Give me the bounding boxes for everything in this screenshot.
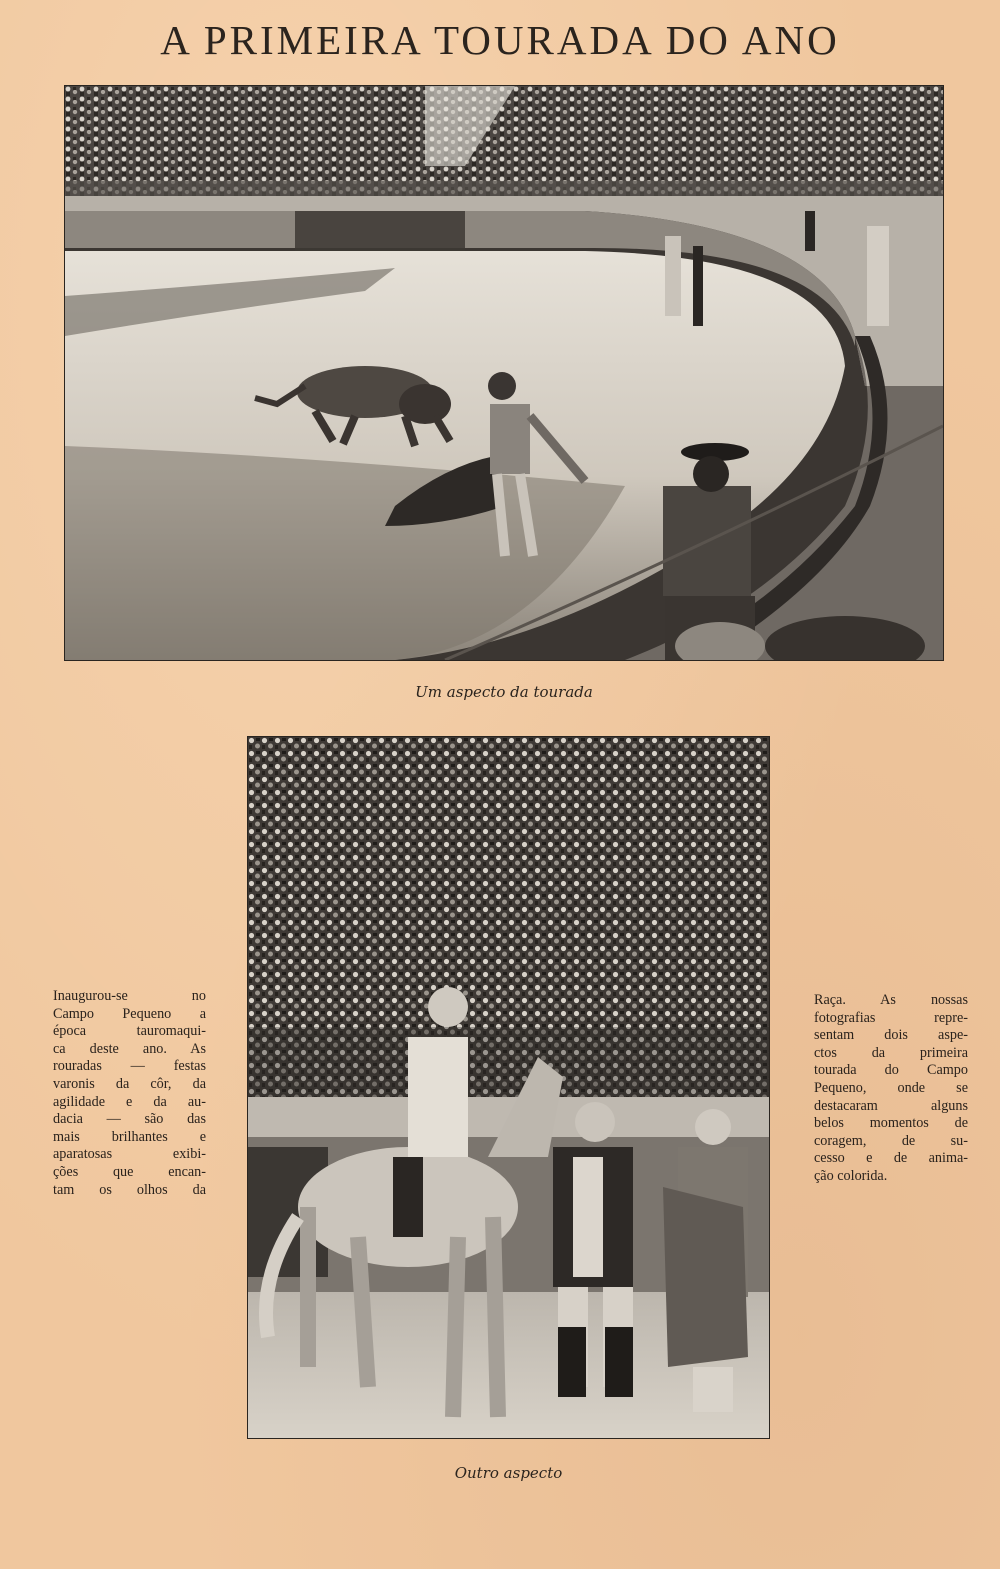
photo-caption-1: Um aspecto da tourada xyxy=(415,683,593,701)
left-text-line: rouradas — festas xyxy=(53,1058,206,1075)
right-text-line: belos momentos de xyxy=(814,1115,968,1132)
right-text-line: Pequeno, onde se xyxy=(814,1079,968,1096)
right-text-line: Raça. As nossas xyxy=(814,992,968,1008)
page-title: A PRIMEIRA TOURADA DO ANO xyxy=(160,17,840,63)
right-text-line: destacaram alguns xyxy=(814,1097,968,1114)
left-text-line: tam os olhos da xyxy=(53,1181,206,1198)
right-text-line: ção colorida. xyxy=(814,1167,888,1184)
left-text-line: ca deste ano. As xyxy=(53,1040,206,1057)
right-text-line: coragem, de su- xyxy=(814,1132,968,1149)
photo-caption-2: Outro aspecto xyxy=(454,1464,563,1482)
left-text-line: mais brilhantes e xyxy=(53,1128,206,1145)
left-text-line: agilidade e da au- xyxy=(53,1093,206,1110)
right-text-line: tourada do Campo xyxy=(814,1062,968,1079)
photo-bullfight-arena xyxy=(65,86,943,660)
left-text-line: época tauromaqui- xyxy=(53,1023,206,1040)
right-text-line: cesso e de anima- xyxy=(814,1150,968,1167)
right-text-line: ctos da primeira xyxy=(814,1044,968,1061)
right-text-line: fotografias repre- xyxy=(814,1009,968,1026)
right-text-column xyxy=(814,992,968,1186)
photo-horseman-toreros xyxy=(248,737,769,1438)
left-text-line: dacia — são das xyxy=(53,1111,206,1128)
left-text-line: varonis da côr, da xyxy=(53,1075,206,1092)
right-text-line: sentam dois aspe- xyxy=(814,1027,968,1044)
left-text-line: ções que encan- xyxy=(53,1163,206,1180)
left-text-column xyxy=(53,988,206,1199)
left-text-line: Campo Pequeno a xyxy=(53,1005,206,1022)
left-text-line: Inaugurou-se no xyxy=(53,988,206,1004)
left-text-line: aparatosas exibi- xyxy=(53,1146,206,1163)
